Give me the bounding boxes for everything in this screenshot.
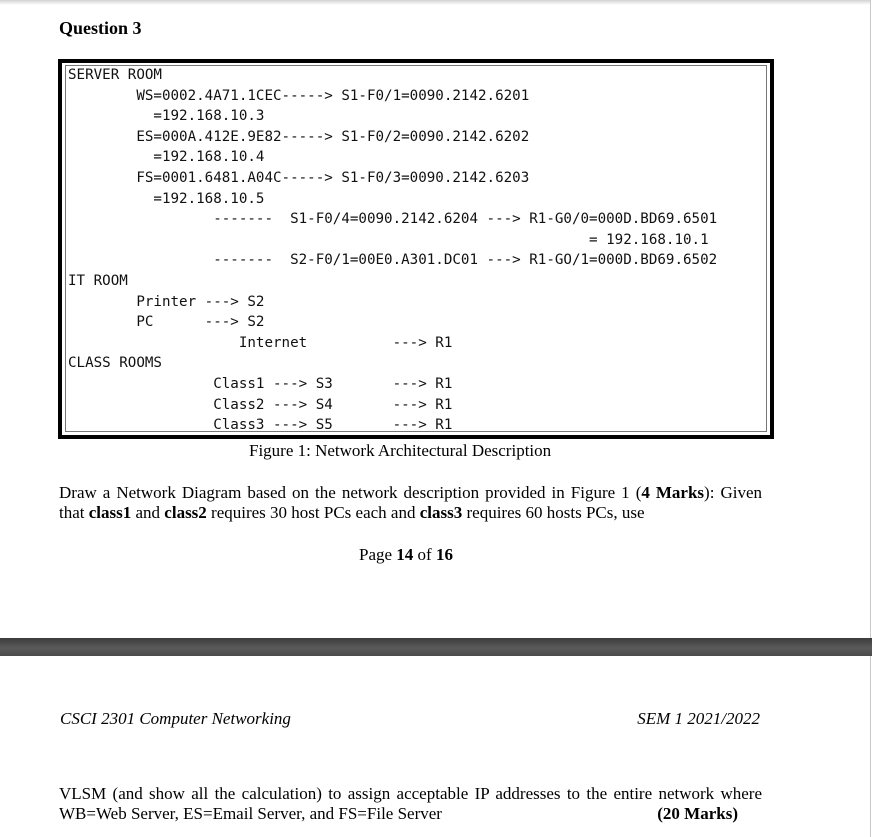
figure-line: Class3 ---> S5 ---> R1	[68, 417, 453, 434]
page-edge-shadow	[0, 0, 870, 5]
text-run: and	[131, 503, 165, 522]
figure-line: Internet ---> R1	[68, 334, 453, 351]
figure-line: CLASS ROOMS	[68, 355, 162, 372]
figure-line: FS=0001.6481.A04C-----> S1-F0/3=0090.2142.6203	[68, 170, 530, 186]
figure-line: PC ---> S2	[68, 314, 265, 331]
instruction-paragraph-1	[59, 483, 762, 523]
figure-line: ------- S2-F0/1=00E0.A301.DC01 ---> R1-GO/1=000D.BD69.6502	[68, 252, 718, 269]
pdf-page-15	[0, 656, 871, 837]
figure-line: IT ROOM	[68, 273, 128, 289]
semester-header: SEM 1 2021/2022	[637, 709, 760, 728]
figure-line: = 192.168.10.1	[68, 231, 709, 248]
figure-caption: Figure 1: Network Architectural Description	[249, 441, 552, 460]
page-prefix: Page	[359, 545, 397, 564]
page-number	[359, 545, 453, 565]
class1-term: class1	[88, 503, 132, 522]
text-run: requires 60 hosts PCs, use	[462, 503, 645, 522]
figure-line: Class1 ---> S3 ---> R1	[68, 376, 453, 392]
marks-label: 4 Marks	[641, 483, 705, 502]
figure-line: ES=000A.412E.9E82-----> S1-F0/2=0090.2142.6202	[68, 128, 530, 145]
figure-line: Class2 ---> S4 ---> R1	[68, 396, 453, 413]
figure-line: ------- S1-F0/4=0090.2142.6204 ---> R1-G0/0=000D.BD69.6501	[68, 211, 718, 228]
page-separator	[0, 638, 872, 656]
question-heading: Question 3	[59, 18, 142, 38]
figure-line: WS=0002.4A71.1CEC-----> S1-F0/1=0090.2142.6201	[68, 87, 530, 104]
vlsm-text: VLSM (and show all the calculation) to assign acceptable IP addresses to the entire network where WB=Web Server, ES=Email Server, and FS=File Server	[59, 784, 762, 823]
class3-term: class3	[419, 503, 463, 522]
page-current: 14	[396, 545, 414, 564]
text-run: requires 30 host PCs each and	[206, 503, 420, 522]
instruction-paragraph-2	[59, 784, 762, 824]
page-of: of	[413, 545, 436, 564]
figure-line: =192.168.10.4	[68, 149, 265, 166]
figure-line: SERVER ROOM	[68, 67, 162, 83]
figure-line: =192.168.10.5	[68, 190, 265, 207]
figure-1-box	[58, 59, 774, 439]
page-total: 16	[435, 545, 453, 564]
marks-20: (20 Marks)	[657, 804, 738, 823]
figure-line: Printer ---> S2	[68, 293, 265, 310]
class2-term: class2	[164, 503, 207, 522]
text-run: ): Given that	[59, 483, 762, 522]
course-header: CSCI 2301 Computer Networking	[60, 709, 291, 728]
figure-line: =192.168.10.3	[68, 108, 265, 125]
text-run: Draw a Network Diagram based on the network description provided in Figure 1 (	[59, 483, 642, 502]
